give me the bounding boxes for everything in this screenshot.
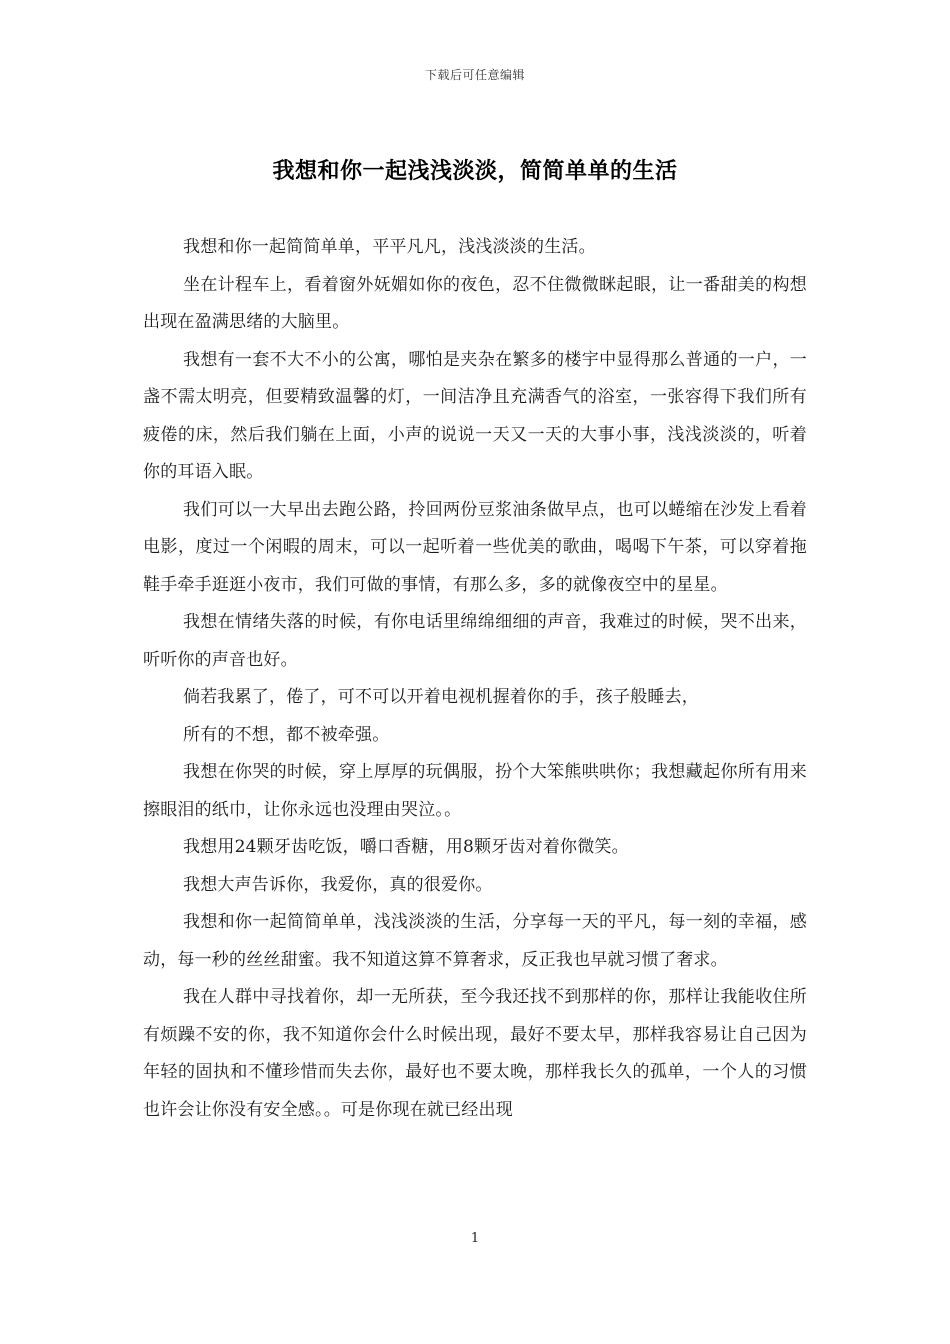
paragraph: 所有的不想，都不被牵强。 [183,724,390,745]
paragraph: 我想和你一起简简单单，平平凡凡，浅浅淡淡的生活。 [183,237,596,257]
paragraph: 坐在计程车上，看着窗外妩媚如你的夜色，忍不住微微眯起眼，让一番甜美的构想出现在盈满思绪的大脑里。 [143,274,807,332]
paragraph: 我想大声告诉你，我爱你，真的很爱你。 [183,874,493,895]
paragraph: 倘若我累了，倦了，可不可以开着电视机握着你的手，孩子般睡去， [183,687,699,707]
paragraph: 我们可以一大早出去跑公路，拎回两份豆浆油条做早点，也可以蜷缩在沙发上看着电影，度过一个闲暇的周末，可以一起听着一些优美的歌曲，喝喝下午茶，可以穿着拖鞋手牵手逛逛小夜市，我们可做的事情，有那么多，多的就像夜空中的星星。 [143,499,807,595]
document-body [143,229,807,1129]
paragraph: 我在人群中寻找着你，却一无所获，至今我还找不到那样的你，那样让我能收住所有烦躁不安的你，我不知道你会什么时候出现，最好不要太早，那样我容易让自己因为年轻的固执和不懂珍惜而失去你，最好也不要太晚，那样我长久的孤单，一个人的习惯也许会让你没有安全感。。可是你现在就已经出现 [143,987,807,1120]
paragraph: 我想在你哭的时候，穿上厚厚的玩偶服，扮个大笨熊哄哄你；我想藏起你所有用来擦眼泪的纸巾，让你永远也没理由哭泣。。 [143,762,807,820]
paragraph: 我想和你一起简简单单，浅浅淡淡的生活，分享每一天的平凡，每一刻的幸福，感动，每一秒的丝丝甜蜜。我不知道这算不算奢求，反正我也早就习惯了奢求。 [143,912,807,970]
page-number: 1 [470,1231,480,1246]
paragraph: 我想有一套不大不小的公寓，哪怕是夹杂在繁多的楼宇中显得那么普通的一户，一盏不需太明亮，但要精致温馨的灯，一间洁净且充满香气的浴室，一张容得下我们所有疲倦的床，然后我们躺在上面，小声的说说一天又一天的大事小事，浅浅淡淡的，听着你的耳语入眠。 [143,349,807,482]
paragraph: 我想用24颗牙齿吃饭，嚼口香糖，用8颗牙齿对着你微笑。 [183,837,629,857]
paragraph: 我想在情绪失落的时候，有你电话里绵绵细细的声音，我难过的时候，哭不出来，听听你的声音也好。 [143,612,807,670]
document-title: 我想和你一起浅浅淡淡，简简单单的生活 [272,158,678,184]
header-note: 下载后可任意编辑 [424,68,525,82]
